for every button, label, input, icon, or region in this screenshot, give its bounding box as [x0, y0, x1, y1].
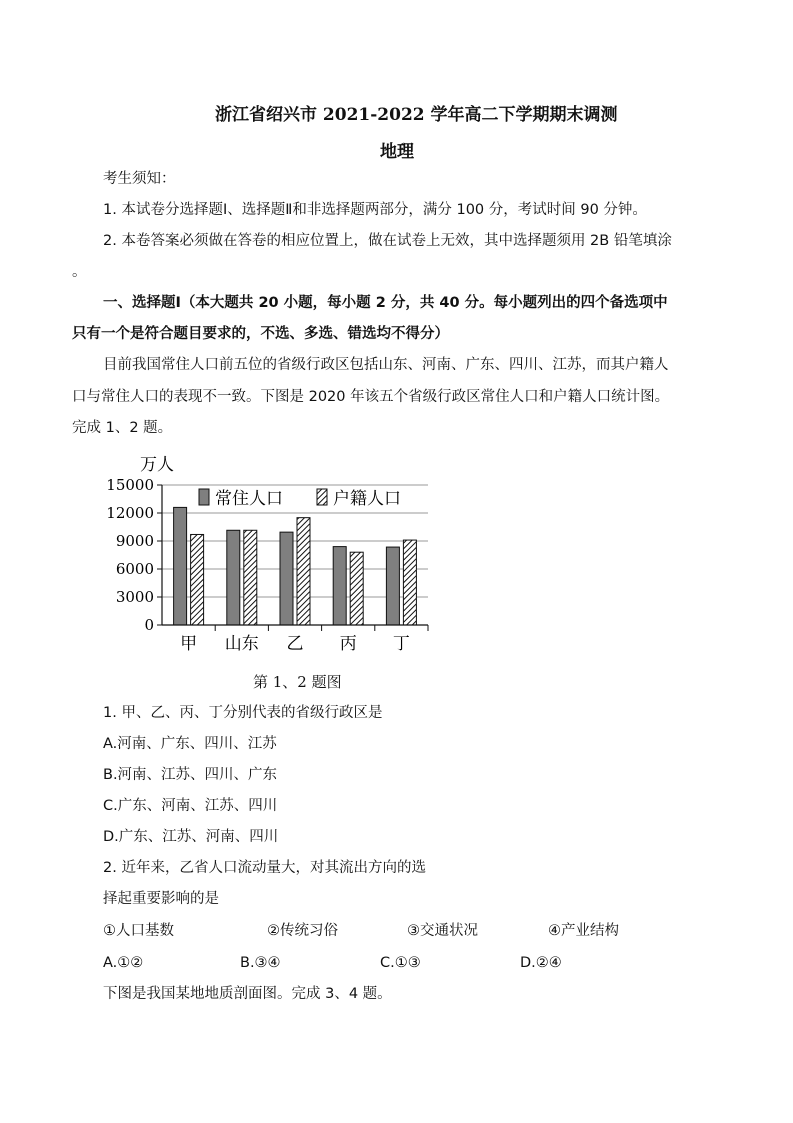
question-2-choice-2: ②传统习俗 — [267, 923, 338, 939]
question-2-stem-line-2: 择起重要影响的是 — [103, 891, 219, 907]
instructions-heading: 考生须知： — [103, 171, 176, 187]
y-tick-label: 9000 — [115, 532, 154, 550]
y-tick-label: 15000 — [106, 476, 154, 494]
bar-registered-1 — [244, 530, 257, 625]
chart-y-axis-label: 万人 — [140, 455, 174, 475]
section-heading-line-2: 只有一个是符合题目要求的，不选、多选、错选均不得分） — [72, 326, 449, 342]
x-category-label: 乙 — [286, 634, 304, 654]
question-2-stem-line-1: 2. 近年来，乙省人口流动量大，对其流出方向的选 — [103, 860, 426, 876]
bar-resident-4 — [386, 547, 399, 625]
instruction-item-1: 1. 本试卷分选择题Ⅰ、选择题Ⅱ和非选择题两部分，满分 100 分，考试时间 90 分钟。 — [103, 202, 647, 218]
legend-swatch-0 — [199, 489, 209, 505]
section-heading-line-1: 一、选择题Ⅰ（本大题共 20 小题，每小题 2 分，共 40 分。每小题列出的四个备选项中 — [103, 295, 668, 311]
x-category-label: 甲 — [180, 634, 198, 654]
y-tick-label: 12000 — [106, 504, 154, 522]
question-2-option-a: A.①② — [103, 955, 144, 971]
legend-label-0: 常住人口 — [215, 489, 283, 509]
x-category-label: 山东 — [224, 634, 259, 654]
bar-resident-3 — [333, 547, 346, 625]
question-2-option-b: B.③④ — [240, 955, 281, 971]
instruction-item-2: 2. 本卷答案必须做在答卷的相应位置上，做在试卷上无效，其中选择题须用 2B 铅笔填涂 — [103, 233, 672, 249]
bar-resident-1 — [227, 530, 240, 625]
subject-title: 地理 — [380, 142, 414, 162]
legend-swatch-1 — [317, 489, 327, 505]
y-tick-label: 6000 — [115, 560, 154, 578]
legend-label-1: 户籍人口 — [333, 489, 401, 509]
question-1-stem: 1. 甲、乙、丙、丁分别代表的省级行政区是 — [103, 705, 383, 721]
intro-line-3: 完成 1、2 题。 — [72, 420, 173, 436]
bar-registered-0 — [191, 534, 204, 625]
x-category-label: 丁 — [392, 634, 410, 654]
question-1-option-b: B.河南、江苏、四川、广东 — [103, 767, 278, 783]
instruction-item-2-continued: 。 — [72, 264, 87, 280]
chart-caption: 第 1、2 题图 — [253, 673, 342, 691]
bar-registered-3 — [350, 552, 363, 625]
question-2-choice-4: ④产业结构 — [548, 923, 619, 939]
question-1-option-c: C.广东、河南、江苏、四川 — [103, 798, 278, 814]
exam-title: 浙江省绍兴市 2021-2022 学年高二下学期期末调测 — [215, 105, 618, 125]
x-category-label: 丙 — [339, 634, 357, 654]
intro-line-1: 目前我国常住人口前五位的省级行政区包括山东、河南、广东、四川、江苏，而其户籍人 — [103, 357, 669, 373]
bar-resident-0 — [174, 507, 187, 625]
y-tick-label: 0 — [144, 616, 154, 634]
question-2-option-d: D.②④ — [520, 955, 562, 971]
question-2-option-c: C.①③ — [380, 955, 421, 971]
bar-registered-4 — [403, 540, 416, 625]
bar-registered-2 — [297, 518, 310, 625]
population-bar-chart — [100, 450, 440, 662]
question-2-choice-3: ③交通状况 — [407, 923, 478, 939]
question-2-choice-1: ①人口基数 — [103, 923, 174, 939]
y-tick-label: 3000 — [115, 588, 154, 606]
intro-line-2: 口与常住人口的表现不一致。下图是 2020 年该五个省级行政区常住人口和户籍人口统计图。 — [72, 389, 670, 405]
bar-resident-2 — [280, 532, 293, 625]
question-1-option-a: A.河南、广东、四川、江苏 — [103, 736, 277, 752]
next-question-prompt: 下图是我国某地地质剖面图。完成 3、4 题。 — [103, 986, 392, 1002]
question-1-option-d: D.广东、江苏、河南、四川 — [103, 829, 279, 845]
